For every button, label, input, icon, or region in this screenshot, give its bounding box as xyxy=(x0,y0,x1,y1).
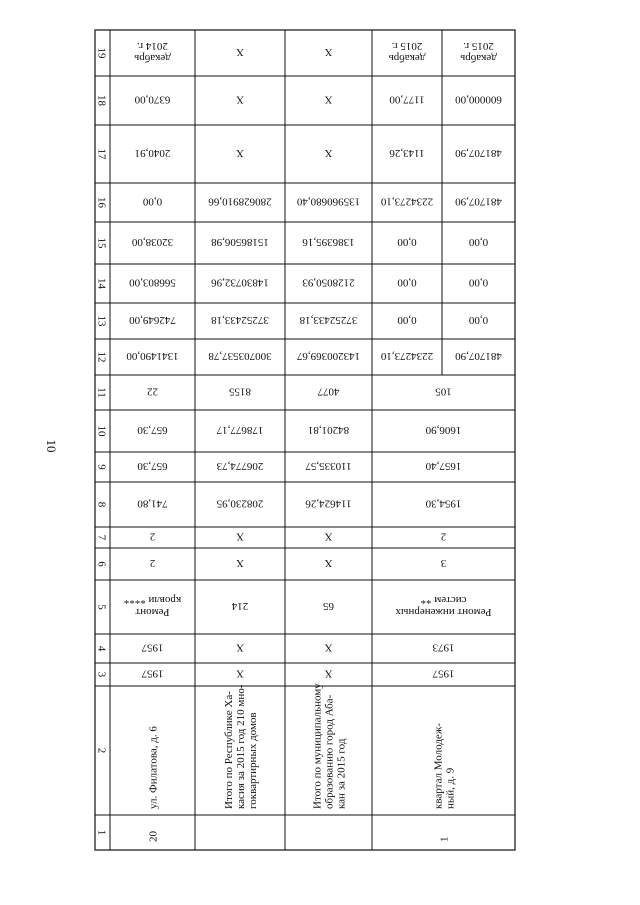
cell-r4-c11-line: 105 xyxy=(435,385,452,398)
cell-r4-c13-a xyxy=(397,314,417,326)
cell-r2-c16-line: 280628910,66 xyxy=(208,195,272,208)
cell-r3-c6 xyxy=(324,557,332,569)
cell-r1-c17-line: 2040,91 xyxy=(134,147,171,159)
cell-r4-c14-a xyxy=(397,277,417,289)
column-number-16 xyxy=(96,197,108,209)
cell-r1-c4-line: 1957 xyxy=(141,641,164,654)
column-number-19-line: 19 xyxy=(95,47,108,59)
cell-r1-c17 xyxy=(135,147,171,159)
cell-r1-c15 xyxy=(131,236,173,248)
column-number-3 xyxy=(96,672,108,678)
cell-r4-c15-a-line: 0,00 xyxy=(397,236,417,248)
cell-r3-c4-line: Х xyxy=(324,641,333,654)
cell-r2-c8 xyxy=(216,498,263,510)
cell-r1-c11-line: 22 xyxy=(147,385,158,398)
column-number-7-line: 7 xyxy=(95,534,108,541)
cell-r1-c13 xyxy=(129,314,176,326)
cell-r3-c5-line: 65 xyxy=(323,600,334,612)
cell-r2-c6 xyxy=(236,557,244,569)
cell-r4-c12-b xyxy=(455,350,502,362)
cell-r3-c2 xyxy=(312,683,348,809)
cell-r2-c17 xyxy=(236,147,244,159)
cell-r3-c7-line: Х xyxy=(324,530,333,543)
column-number-13-line: 13 xyxy=(95,315,108,327)
cell-r4-c13-b-line: 0,00 xyxy=(468,314,489,326)
cell-r4-c1 xyxy=(439,837,451,843)
cell-r1-c9 xyxy=(137,460,168,472)
cell-r4-c12-a-line: 2234273,10 xyxy=(380,350,434,362)
cell-r2-c9 xyxy=(216,460,263,472)
cell-r2-c3 xyxy=(236,668,244,680)
column-number-17 xyxy=(96,149,108,161)
cell-r4-c19-a xyxy=(389,40,426,64)
cell-r4-c10-line: 1606,90 xyxy=(425,424,462,436)
cell-r4-c14-b-line: 0,00 xyxy=(468,276,489,289)
cell-r4-c19-b xyxy=(460,40,497,64)
cell-r1-c16-line: 0,00 xyxy=(142,195,163,208)
cell-r4-c5-line: Ремонт инженерных xyxy=(395,606,492,618)
cell-r1-c6 xyxy=(150,557,156,569)
cell-r4-c15-b-line: 0,00 xyxy=(468,236,489,248)
column-number-4 xyxy=(96,646,108,652)
cell-r4-c6 xyxy=(440,557,446,569)
cell-r2-c2-line: Итого по Республике Ха- xyxy=(223,691,235,809)
cell-r1-c18 xyxy=(134,94,170,106)
cell-r3-c12 xyxy=(296,350,360,362)
cell-r1-c7 xyxy=(150,531,156,543)
cell-r3-c13 xyxy=(299,314,357,326)
cell-r1-c3-line: 1957 xyxy=(141,667,164,680)
cell-r3-c10 xyxy=(308,424,349,436)
cell-r3-c8-line: 114624,26 xyxy=(305,497,352,510)
cell-r4-c4-line: 1973 xyxy=(432,641,455,654)
cell-r3-c16 xyxy=(296,196,360,208)
cell-r4-c3 xyxy=(432,668,455,680)
cell-r3-c16-line: 135960680,40 xyxy=(296,195,361,208)
cell-r1-c5-line: Ремонт xyxy=(135,606,170,618)
column-number-11-line: 11 xyxy=(95,387,108,398)
column-number-10 xyxy=(96,426,108,438)
cell-r2-c13 xyxy=(211,314,269,326)
cell-r1-c16 xyxy=(142,196,162,208)
cell-r3-c5 xyxy=(323,600,335,612)
cell-r2-c18-line: Х xyxy=(236,93,244,106)
column-number-5 xyxy=(96,604,108,610)
cell-r2-c17-line: Х xyxy=(236,147,244,159)
cell-r3-c4 xyxy=(324,642,332,654)
cell-r1-c12 xyxy=(126,350,179,362)
cell-r1-c13-line: 742649,00 xyxy=(129,314,176,326)
cell-r3-c19-line: Х xyxy=(324,46,333,58)
cell-r4-c5 xyxy=(395,594,491,618)
cell-r4-c6-line: 3 xyxy=(440,557,447,569)
cell-r2-c9-line: 206774,73 xyxy=(216,460,264,472)
column-number-15-line: 15 xyxy=(95,237,108,249)
cell-r1-c7-line: 2 xyxy=(149,530,156,543)
cell-r2-c7 xyxy=(236,531,244,543)
column-number-17-line: 17 xyxy=(95,148,108,160)
cell-r3-c17 xyxy=(324,147,332,159)
column-number-14-line: 14 xyxy=(95,278,108,289)
cell-r1-c12-line: 1341490,00 xyxy=(126,350,179,362)
cell-r4-c18-b xyxy=(455,94,502,106)
cell-r1-c10-line: 657,30 xyxy=(137,424,168,436)
cell-r1-c18-line: 6370,00 xyxy=(134,93,171,106)
cell-r1-c19 xyxy=(134,40,171,64)
cell-r4-c2-line: ный, д. 9 xyxy=(444,767,457,809)
cell-r4-c18-a xyxy=(389,94,425,106)
cell-r1-c8-line: 741,80 xyxy=(137,497,168,510)
cell-r1-c5 xyxy=(124,594,182,618)
cell-r4-c1-text: 1 xyxy=(438,836,451,842)
cell-r2-c15-line: 15186506,98 xyxy=(211,236,269,248)
cell-r4-c14-a-line: 0,00 xyxy=(397,276,417,289)
cell-r1-c14 xyxy=(129,277,176,289)
cell-r3-c11-line: 4077 xyxy=(317,385,340,398)
cell-r3-c19 xyxy=(324,46,332,58)
cell-r1-c11 xyxy=(147,386,158,398)
cell-r3-c18-line: Х xyxy=(324,93,333,106)
cell-r4-c7-line: 2 xyxy=(440,530,447,543)
cell-r3-c18 xyxy=(324,94,332,106)
cell-r2-c14 xyxy=(211,277,269,289)
column-number-18 xyxy=(96,95,108,107)
column-number-12 xyxy=(96,352,108,363)
cell-r2-c3-line: Х xyxy=(236,667,244,680)
cell-r1-c15-line: 32038,00 xyxy=(131,236,174,248)
column-number-8 xyxy=(96,502,108,508)
cell-r2-c19-line: Х xyxy=(236,46,244,58)
cell-r3-c15 xyxy=(302,236,355,248)
cell-r1-c14-line: 566803,00 xyxy=(129,276,176,289)
cell-r4-c4 xyxy=(432,642,455,654)
column-number-18-line: 18 xyxy=(95,95,108,106)
cell-r3-c7 xyxy=(324,531,332,543)
cell-r2-c13-line: 37252433,18 xyxy=(211,314,269,326)
cell-r1-c3 xyxy=(141,668,164,680)
cell-r1-c8 xyxy=(137,498,168,510)
cell-r1-c9-line: 657,30 xyxy=(137,460,168,472)
cell-r2-c8-line: 208230,95 xyxy=(216,497,264,510)
cell-r2-c12-line: 300703537,78 xyxy=(208,350,272,362)
cell-r2-c12 xyxy=(208,350,272,362)
cell-r4-c9 xyxy=(425,460,461,472)
cell-r2-c18 xyxy=(236,94,244,106)
column-number-8-line: 8 xyxy=(95,501,108,508)
cell-r4-c17-a xyxy=(389,147,425,159)
cell-r3-c6-line: Х xyxy=(324,557,333,569)
cell-r4-c13-a-line: 0,00 xyxy=(397,314,417,326)
column-number-4-line: 4 xyxy=(95,645,108,652)
cell-r2-c7-line: Х xyxy=(236,530,244,543)
cell-r2-c2 xyxy=(223,684,259,809)
cell-r4-c10 xyxy=(425,424,461,436)
column-number-10-line: 10 xyxy=(95,425,108,437)
cell-r2-c2-line: гоквартирных домов xyxy=(247,712,259,809)
cell-r4-c18-a-line: 1177,00 xyxy=(389,93,425,106)
page-number: 10 xyxy=(44,439,59,453)
cell-r4-c13-b xyxy=(468,314,488,326)
cell-r4-c8-line: 1954,30 xyxy=(425,497,462,510)
cell-r2-c4-line: Х xyxy=(236,641,244,654)
cell-r4-c7 xyxy=(441,531,447,543)
column-number-3-line: 3 xyxy=(95,671,108,678)
cell-r2-c15 xyxy=(211,236,269,248)
cell-r4-c12-b-line: 481707,90 xyxy=(455,350,502,362)
cell-r1-c1 xyxy=(148,831,160,843)
cell-r4-c9-line: 1657,40 xyxy=(425,460,462,472)
cell-r3-c14 xyxy=(302,277,355,289)
cell-r3-c10-line: 84201,81 xyxy=(307,424,350,436)
column-number-9 xyxy=(96,464,108,470)
column-number-11 xyxy=(96,387,108,398)
cell-r4-c17-b-line: 481707,90 xyxy=(455,147,502,159)
cell-r2-c10-line: 178677,17 xyxy=(216,424,264,436)
cell-r1-c4 xyxy=(141,642,164,654)
cell-r2-c2-line: касия за 2015 год 210 мно- xyxy=(235,684,247,809)
cell-r4-c12-a xyxy=(380,350,433,362)
cell-r2-c14-line: 14830732,96 xyxy=(211,276,269,289)
cell-r3-c13-line: 37252433,18 xyxy=(299,314,358,326)
column-number-15 xyxy=(96,238,108,250)
cell-r2-c11-line: 8155 xyxy=(229,385,251,398)
column-number-12-line: 12 xyxy=(95,351,108,363)
column-number-2 xyxy=(96,748,108,754)
column-number-9-line: 9 xyxy=(95,464,108,470)
column-number-19 xyxy=(96,48,108,60)
cell-r4-c15-a xyxy=(397,236,417,248)
cell-r2-c6-line: Х xyxy=(236,557,244,569)
cell-r3-c15-line: 1386395,16 xyxy=(302,236,355,248)
cell-r1-c10 xyxy=(137,424,168,436)
cell-r4-c17-b xyxy=(455,147,502,159)
cell-r3-c2-line: Итого по муниципальному xyxy=(311,683,324,809)
cell-r3-c2-line: образованию город Аба- xyxy=(323,694,336,809)
column-number-5-line: 5 xyxy=(95,604,108,610)
column-number-16-line: 16 xyxy=(95,197,108,208)
cell-r2-c4 xyxy=(236,642,244,654)
cell-r2-c5 xyxy=(231,600,248,612)
cell-r4-c17-a-line: 1143,26 xyxy=(389,147,425,159)
cell-r4-c5-line: систем ** xyxy=(420,594,467,606)
cell-r4-c16-a xyxy=(380,196,433,208)
cell-r3-c11 xyxy=(317,386,340,398)
cell-r4-c16-b xyxy=(455,196,502,208)
cell-r3-c8 xyxy=(305,498,352,510)
column-number-6-line: 6 xyxy=(95,561,108,567)
cell-r2-c16 xyxy=(208,196,272,208)
cell-r1-c1-text: 20 xyxy=(147,831,160,842)
cell-r4-c19-a-line: декабрь xyxy=(388,52,426,64)
cell-r1-c19-line: 2014 г. xyxy=(137,40,168,52)
cell-r1-c2 xyxy=(148,726,160,809)
cell-r4-c3-line: 1957 xyxy=(432,667,455,680)
cell-r4-c19-b-line: 2015 г. xyxy=(463,40,494,52)
cell-r3-c17-line: Х xyxy=(324,147,333,159)
column-number-1-line: 1 xyxy=(95,829,108,836)
cell-r4-c19-a-line: 2015 г. xyxy=(391,40,423,52)
cell-r4-c14-b xyxy=(468,277,488,289)
cell-r3-c9-line: 110335,57 xyxy=(305,460,352,472)
cell-r2-c11 xyxy=(229,386,252,398)
column-number-1 xyxy=(96,830,108,836)
cell-r2-c10 xyxy=(216,424,263,436)
cell-r3-c3 xyxy=(324,668,332,680)
cell-r4-c15-b xyxy=(468,236,488,248)
cell-r4-c16-a-line: 2234273,10 xyxy=(380,195,434,208)
cell-r2-c5-line: 214 xyxy=(231,600,249,612)
cell-r1-c5-line: кровли **** xyxy=(123,594,182,606)
cell-r3-c9 xyxy=(305,460,352,472)
column-number-2-line: 2 xyxy=(95,747,108,754)
cell-r1-c19-line: декабрь xyxy=(134,52,171,64)
cell-r3-c12-line: 143200369,67 xyxy=(296,350,361,362)
cell-r4-c2 xyxy=(433,723,457,809)
cell-r4-c8 xyxy=(425,498,461,510)
column-number-13 xyxy=(96,316,108,328)
column-number-6 xyxy=(96,561,108,567)
cell-r3-c14-line: 2128050,93 xyxy=(302,276,355,289)
column-number-14 xyxy=(96,278,108,290)
cell-r1-c6-line: 2 xyxy=(149,557,156,569)
cell-r1-c2-line: ул. Филатова, д. 6 xyxy=(147,726,160,809)
cell-r4-c16-b-line: 481707,90 xyxy=(455,195,502,208)
cell-r4-c19-b-line: декабрь xyxy=(460,52,497,64)
cell-r4-c2-line: квартал Молодеж- xyxy=(432,722,445,809)
cell-r4-c11 xyxy=(435,386,452,398)
cell-r4-c18-b-line: 600000,00 xyxy=(455,93,502,106)
column-number-7 xyxy=(96,535,108,541)
cell-r3-c2-line: кан за 2015 год xyxy=(335,738,348,809)
cell-r2-c19 xyxy=(236,46,244,58)
cell-r3-c3-line: Х xyxy=(324,667,333,680)
